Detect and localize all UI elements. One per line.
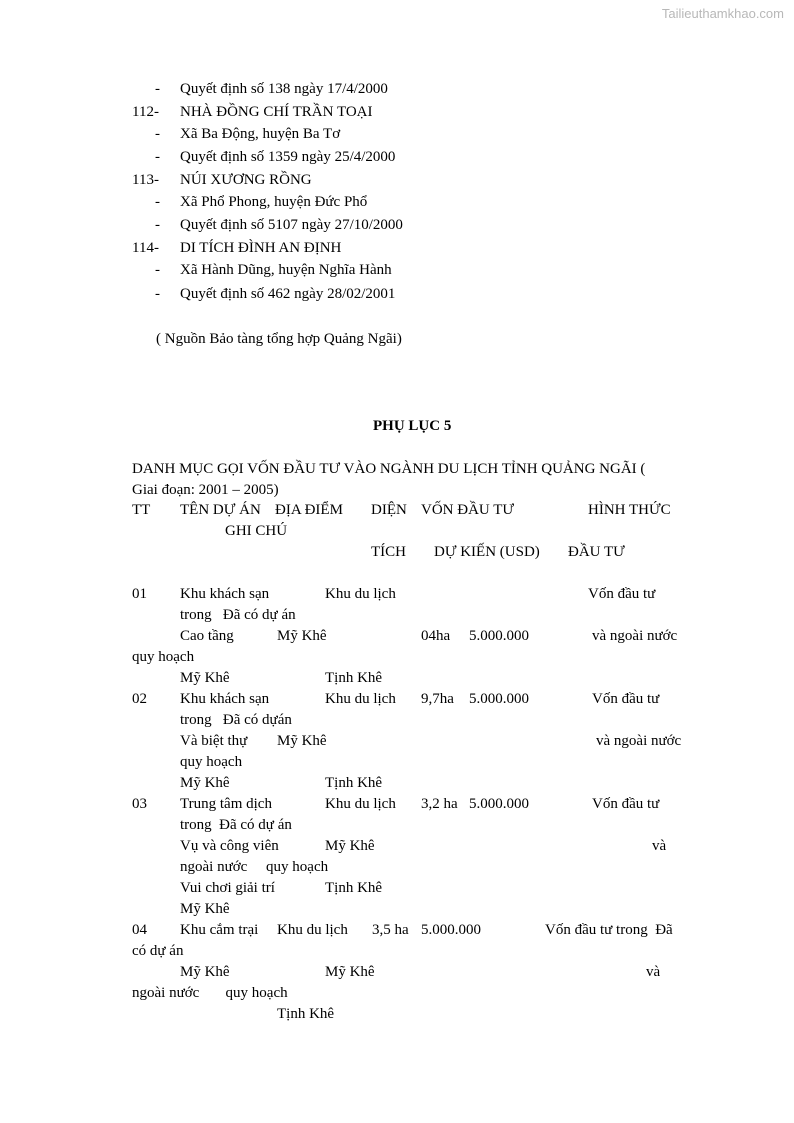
- investment-form: và: [652, 838, 667, 854]
- project-capital: 5.000.000: [421, 922, 481, 938]
- wrapped-text: trong Đã có dự án: [180, 817, 292, 833]
- project-name: Vụ và công viên: [180, 838, 279, 854]
- col-header-project-name: TÊN DỰ ÁN: [180, 502, 261, 518]
- wrapped-text: quy hoạch: [180, 754, 243, 770]
- investment-form: Vốn đầu tư: [592, 796, 660, 812]
- investment-form: và: [646, 964, 661, 980]
- wrapped-text: ngoài nước quy hoạch: [132, 985, 288, 1001]
- project-location: Tịnh Khê: [325, 775, 383, 791]
- col-header-area-2: TÍCH: [371, 544, 406, 560]
- project-location: Tịnh Khê: [277, 1006, 335, 1022]
- project-area: 9,7ha: [421, 691, 454, 707]
- project-area: 3,2 ha: [421, 796, 458, 812]
- project-area: 3,5 ha: [372, 922, 409, 938]
- list-item-text: Xã Ba Động, huyện Ba Tơ: [180, 126, 341, 142]
- list-bullet: -: [155, 81, 160, 97]
- project-name: Vui chơi giải trí: [180, 880, 275, 896]
- appendix-heading: DANH MỤC GỌI VỐN ĐẦU TƯ VÀO NGÀNH DU LỊCH TỈNH QUẢNG NGÃI (: [132, 461, 646, 477]
- project-location: Khu du lịch: [325, 691, 396, 707]
- wrapped-text: quy hoạch: [132, 649, 195, 665]
- project-location: Mỹ Khê: [277, 733, 327, 749]
- project-area: 04ha: [421, 628, 451, 644]
- wrapped-text: Mỹ Khê: [180, 901, 230, 917]
- investment-form: Vốn đầu tư trong Đã: [545, 922, 673, 938]
- list-bullet: -: [155, 217, 160, 233]
- col-header-location: ĐỊA ĐIỂM: [275, 502, 343, 518]
- project-name: Mỹ Khê: [180, 964, 230, 980]
- row-number: 02: [132, 691, 147, 707]
- source-note: ( Nguồn Bảo tàng tổng hợp Quảng Ngãi): [156, 331, 402, 347]
- list-item-text: Xã Phổ Phong, huyện Đức Phổ: [180, 194, 368, 210]
- appendix-heading-period: Giai đoạn: 2001 – 2005): [132, 482, 279, 498]
- list-item-text: Quyết định số 5107 ngày 27/10/2000: [180, 217, 403, 233]
- watermark: Tailieuthamkhao.com: [661, 6, 784, 21]
- row-number: 04: [132, 922, 147, 938]
- project-name: Khu khách sạn: [180, 586, 270, 602]
- project-location: Khu du lịch: [325, 586, 396, 602]
- col-header-form: HÌNH THỨC: [588, 502, 671, 518]
- project-name: Và biệt thự: [180, 733, 248, 749]
- project-capital: 5.000.000: [469, 691, 529, 707]
- project-location: Tịnh Khê: [325, 670, 383, 686]
- item-title: NÚI XƯƠNG RỒNG: [180, 172, 312, 188]
- wrapped-text: ngoài nước quy hoạch: [180, 859, 329, 875]
- project-location: Khu du lịch: [277, 922, 348, 938]
- project-name: Cao tầng: [180, 628, 234, 644]
- list-item-text: Quyết định số 462 ngày 28/02/2001: [180, 286, 396, 302]
- project-name: Khu khách sạn: [180, 691, 270, 707]
- list-item-text: Xã Hành Dũng, huyện Nghĩa Hành: [180, 262, 392, 278]
- project-name: Mỹ Khê: [180, 670, 230, 686]
- project-name: Trung tâm dịch: [180, 796, 272, 812]
- col-header-form-2: ĐẦU TƯ: [568, 544, 625, 560]
- col-header-area: DIỆN: [371, 502, 407, 518]
- project-location: Tịnh Khê: [325, 880, 383, 896]
- list-bullet: -: [155, 286, 160, 302]
- investment-form: Vốn đầu tư: [592, 691, 660, 707]
- col-header-capital-2: DỰ KIẾN (USD): [434, 544, 540, 560]
- project-capital: 5.000.000: [469, 796, 529, 812]
- item-number: 113-: [132, 172, 159, 188]
- item-number: 112-: [132, 104, 159, 120]
- row-number: 03: [132, 796, 147, 812]
- list-bullet: -: [155, 194, 160, 210]
- investment-form: và ngoài nước: [592, 628, 678, 644]
- list-item-text: Quyết định số 1359 ngày 25/4/2000: [180, 149, 396, 165]
- investment-form: và ngoài nước: [596, 733, 682, 749]
- project-name: Mỹ Khê: [180, 775, 230, 791]
- item-title: NHÀ ĐỒNG CHÍ TRẦN TOẠI: [180, 104, 373, 120]
- wrapped-text: trong Đã có dựán: [180, 712, 292, 728]
- list-bullet: -: [155, 126, 160, 142]
- item-title: DI TÍCH ĐÌNH AN ĐỊNH: [180, 240, 342, 256]
- list-item-text: Quyết định số 138 ngày 17/4/2000: [180, 81, 388, 97]
- row-number: 01: [132, 586, 147, 602]
- project-location: Khu du lịch: [325, 796, 396, 812]
- appendix-title: PHỤ LỤC 5: [373, 418, 452, 434]
- wrapped-text: trong Đã có dự án: [180, 607, 296, 623]
- project-location: Mỹ Khê: [325, 838, 375, 854]
- col-header-capital: VỐN ĐẦU TƯ: [421, 502, 515, 518]
- list-bullet: -: [155, 149, 160, 165]
- col-header-note: GHI CHÚ: [225, 523, 288, 539]
- investment-form: Vốn đầu tư: [588, 586, 656, 602]
- project-name: Khu cắm trại: [180, 922, 259, 938]
- project-capital: 5.000.000: [469, 628, 529, 644]
- wrapped-text: có dự án: [132, 943, 184, 959]
- project-location: Mỹ Khê: [325, 964, 375, 980]
- col-header-tt: TT: [132, 502, 151, 518]
- project-location: Mỹ Khê: [277, 628, 327, 644]
- item-number: 114-: [132, 240, 159, 256]
- list-bullet: -: [155, 262, 160, 278]
